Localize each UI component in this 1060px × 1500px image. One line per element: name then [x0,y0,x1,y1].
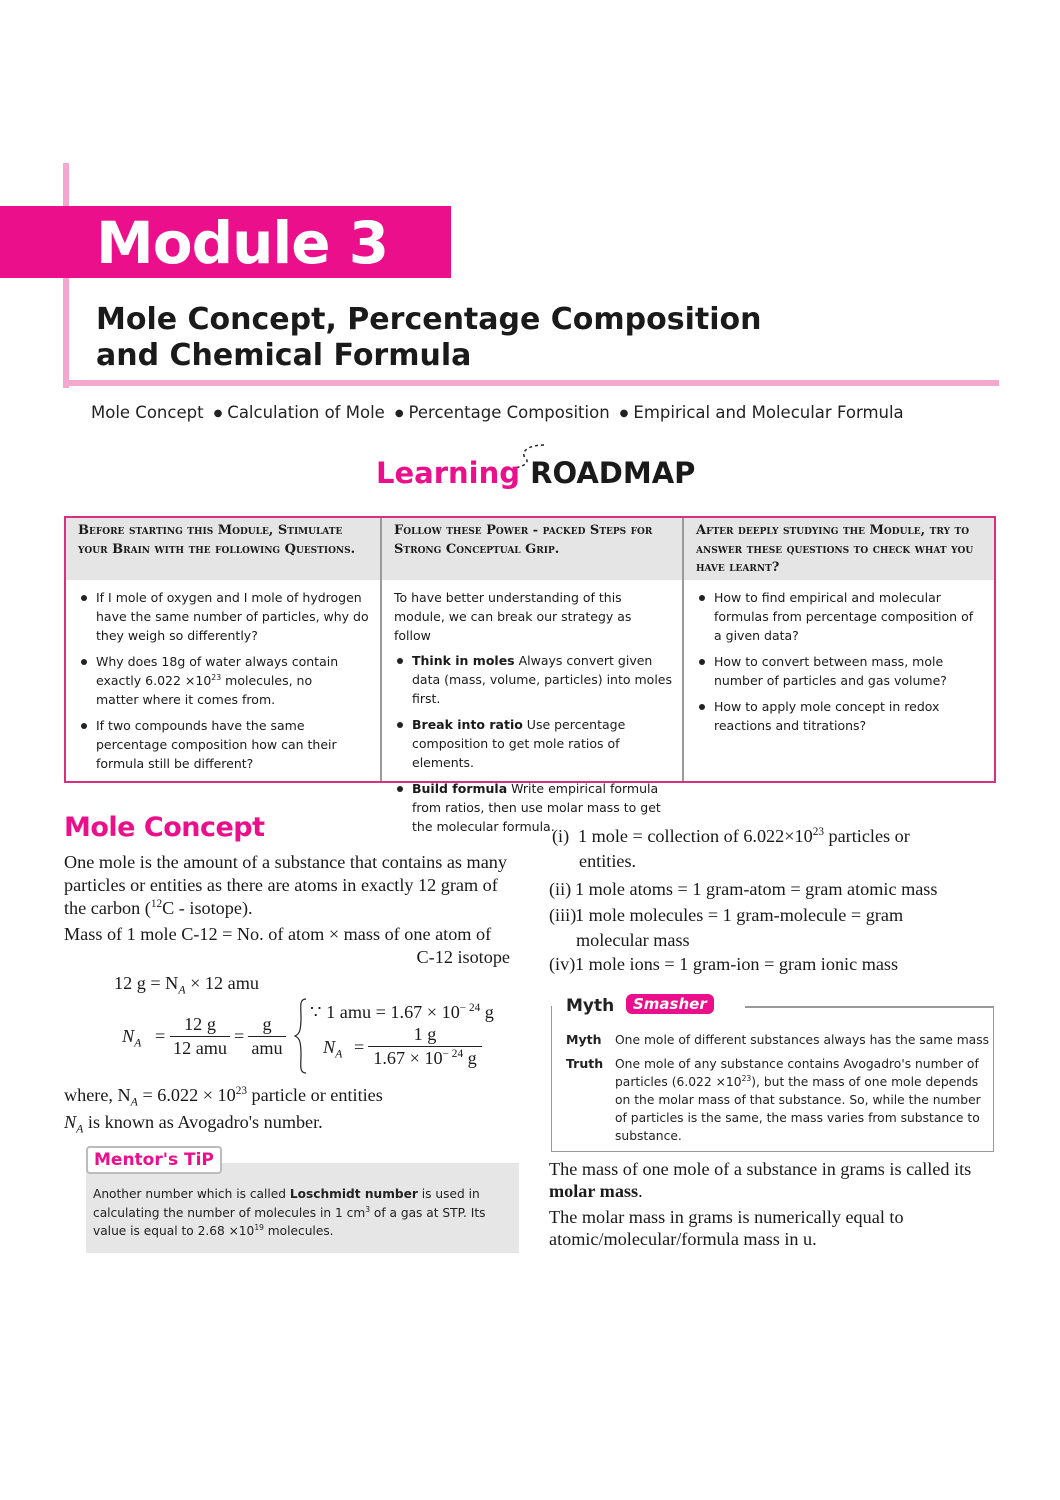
mentor-tip-label: Mentor's TiP [86,1146,222,1174]
item-text: matter where it comes from. [96,692,276,707]
chapter-subtitle [96,302,796,374]
truth-row [566,1055,991,1145]
topic-list [91,403,904,422]
subtitle-line-1: Mole Concept, Percentage Composition [96,302,762,337]
item-text: molecules, no [221,673,313,688]
list-item: If two compounds have the same percentage composition how can their formula still be different? [78,716,370,773]
subscript: A [335,1046,343,1061]
myth-text: One mole of different substances always has the same mass [615,1033,990,1047]
step-text: Write empirical formula from ratios, then use molar mass to get the molecular formula. [412,781,661,834]
item-text: 1 mole = collection of 6.022×10 [578,826,813,846]
equals-sign: = [354,1037,365,1057]
roadmap-col2-heading: Follow these Power - packed Steps for Strong Conceptual Grip. [382,518,682,580]
equals-sign: = [234,1026,245,1046]
item-text: molecular mass [576,930,690,950]
equation-1 [114,972,259,995]
superscript: − 24 [459,1001,481,1014]
list-item: How to find empirical and molecular formulas from percentage composition of a given data? [696,588,984,645]
roadmap-table [64,516,996,834]
roadmap-col2 [382,580,682,834]
superscript: 23 [741,1073,752,1083]
list-item: How to convert between mass, mole number of particles and gas volume? [696,652,984,690]
roadmap-col2-intro: To have better understanding of this module, we can break our strategy as follow [394,590,632,643]
item-number: (i) [552,826,570,846]
eq-text: g [480,1002,494,1022]
molar-mass-paragraph-2: The molar mass in grams is numerically equal to atomic/molecular/formula mass in u. [549,1207,904,1249]
para-bold: molar mass [549,1181,639,1201]
mass-statement [64,923,510,969]
step-title: Think in moles [412,653,515,668]
tip-text: Another number which is called [93,1187,290,1201]
list-item [549,877,989,902]
na-symbol [122,1025,141,1048]
roadmap-title-learning: Learning [376,456,521,490]
step-text: Use percentage composition to get mole ratios of elements. [412,717,626,770]
truth-text-part: ), but the mass of one mole depends on the molar mass of that substance. So, while the number of particles is the same, the mass varies from substance to substance. [615,1075,981,1143]
subtitle-line-2: and Chemical Formula [96,338,472,373]
item-text: entities. [579,851,637,871]
eq-text: N [64,1112,77,1132]
definition-paragraph [64,851,516,920]
brace-line-1 [310,1001,494,1024]
list-item [394,715,672,772]
eq-text: 12 g = N [114,973,179,993]
tip-bold: Loschmidt number [289,1187,418,1201]
equation-2 [122,1001,522,1081]
denominator: 12 amu [170,1036,230,1060]
tip-text: of a gas at STP. Its value is equal to 2.68 ×10 [93,1205,486,1238]
definition-text: One mole is the amount of a substance that contains as many particles or entities as there are atoms in exactly 12 gram of the carbon ( [64,852,507,918]
bullet-icon: ● [619,408,629,419]
where-statement [64,1084,383,1107]
myth-smasher-border [745,1006,994,1008]
step-text: Always convert given data (mass, volume, particles) into moles first. [412,653,672,706]
eq-text: = 6.022 × 10 [137,1085,236,1105]
list-item [552,824,972,874]
myth-smasher-title: Myth [566,996,615,1016]
myth-smasher-badge: Smasher [626,994,714,1014]
list-item [394,651,672,708]
definition-text: C - isotope). [162,898,253,918]
superscript: 19 [254,1222,264,1232]
tip-text: is used in calculating the number of molecules in 1 cm [93,1187,480,1220]
eq-text: is known as Avogadro's number. [83,1112,323,1132]
eq-text: ∵ 1 amu = 1.67 × 10 [310,1002,460,1022]
numerator: 12 g [184,1014,216,1034]
myth-label: Myth [566,1032,602,1047]
para-text: . [638,1181,643,1201]
roadmap-col1-heading: Before starting this Module, Stimulate your Brain with the following Questions. [66,518,380,580]
item-text: 1 mole ions = 1 gram-ion = gram ionic mass [575,954,899,974]
eq-text: 1.67 × 10 [373,1048,443,1068]
roadmap-title [376,456,695,490]
item-number: (iii) [549,905,577,925]
module-title: Module 3 [96,209,389,277]
superscript: 23 [211,672,222,682]
step-title: Build formula [412,781,508,796]
roadmap-title-roadmap: ROADMAP [530,456,696,490]
fraction-2 [248,1013,286,1060]
item-text: particles or [823,826,910,846]
bullet-icon: ● [394,408,404,419]
equals-sign: = [155,1026,166,1046]
list-item [78,652,370,709]
mass-text: Mass of 1 mole C-12 = No. of atom × mass of one atom of [64,924,492,944]
fraction-1 [170,1013,230,1060]
eq-text: where, N [64,1085,131,1105]
superscript: 23 [812,825,824,838]
eq-text: N [122,1026,135,1046]
numerator: 1 g [413,1024,437,1044]
superscript: 12 [150,897,163,910]
step-title: Break into ratio [412,717,523,732]
superscript: 23 [235,1084,247,1097]
molar-mass-paragraph [549,1158,994,1202]
roadmap-col3-heading: After deeply studying the Module, try to answer these questions to check what you have learnt? [684,518,994,580]
fraction-3 [368,1023,482,1070]
denominator [368,1046,482,1070]
roadmap-col1 [66,580,380,781]
para-text: The mass of one mole of a substance in grams is called its [549,1159,972,1179]
item-number: (ii) [549,879,572,899]
roadmap-col3 [684,580,994,781]
topic-item: Percentage Composition [408,403,610,422]
eq-text: × 12 amu [185,973,259,993]
list-item: How to apply mole concept in redox reactions and titrations? [696,697,984,735]
myth-row [566,1031,991,1049]
bullet-icon: ● [213,408,223,419]
topic-item: Mole Concept [91,403,204,422]
item-text: Why does 18g of water always contain exactly 6.022 ×10 [96,654,339,688]
section-heading: Mole Concept [64,812,265,843]
item-text: 1 mole atoms = 1 gram-atom = gram atomic mass [575,879,938,899]
brace-icon [294,997,308,1075]
na-symbol [323,1036,342,1059]
list-item: If I mole of oxygen and I mole of hydrogen have the same number of particles, why do they weigh so differently? [78,588,370,645]
truth-label: Truth [566,1056,604,1071]
topic-item: Calculation of Mole [227,403,385,422]
subscript: A [76,1121,84,1136]
subscript: A [178,982,186,997]
superscript: − 24 [442,1047,464,1060]
list-item [549,952,989,977]
mass-text-end: C-12 isotope [416,947,510,967]
truth-text [615,1055,991,1145]
superscript: 3 [365,1204,371,1214]
avogadro-statement [64,1111,323,1134]
eq-text: particle or entities [246,1085,383,1105]
header-accent-horizontal-line [63,380,999,386]
item-number: (iv) [549,954,576,974]
mentor-tip-text [93,1185,509,1241]
eq-text: g [463,1048,477,1068]
subscript: A [134,1035,142,1050]
numerator: g [262,1014,272,1034]
list-item [549,903,989,953]
eq-text: N [323,1037,336,1057]
item-text: 1 mole molecules = 1 gram-molecule = gram [575,905,904,925]
denominator: amu [248,1036,286,1060]
truth-text-part: One mole of any substance contains Avogadro's number of particles (6.022 ×10 [615,1057,979,1089]
subscript: A [130,1094,138,1109]
tip-text: molecules. [263,1224,334,1238]
topic-item: Empirical and Molecular Formula [633,403,904,422]
